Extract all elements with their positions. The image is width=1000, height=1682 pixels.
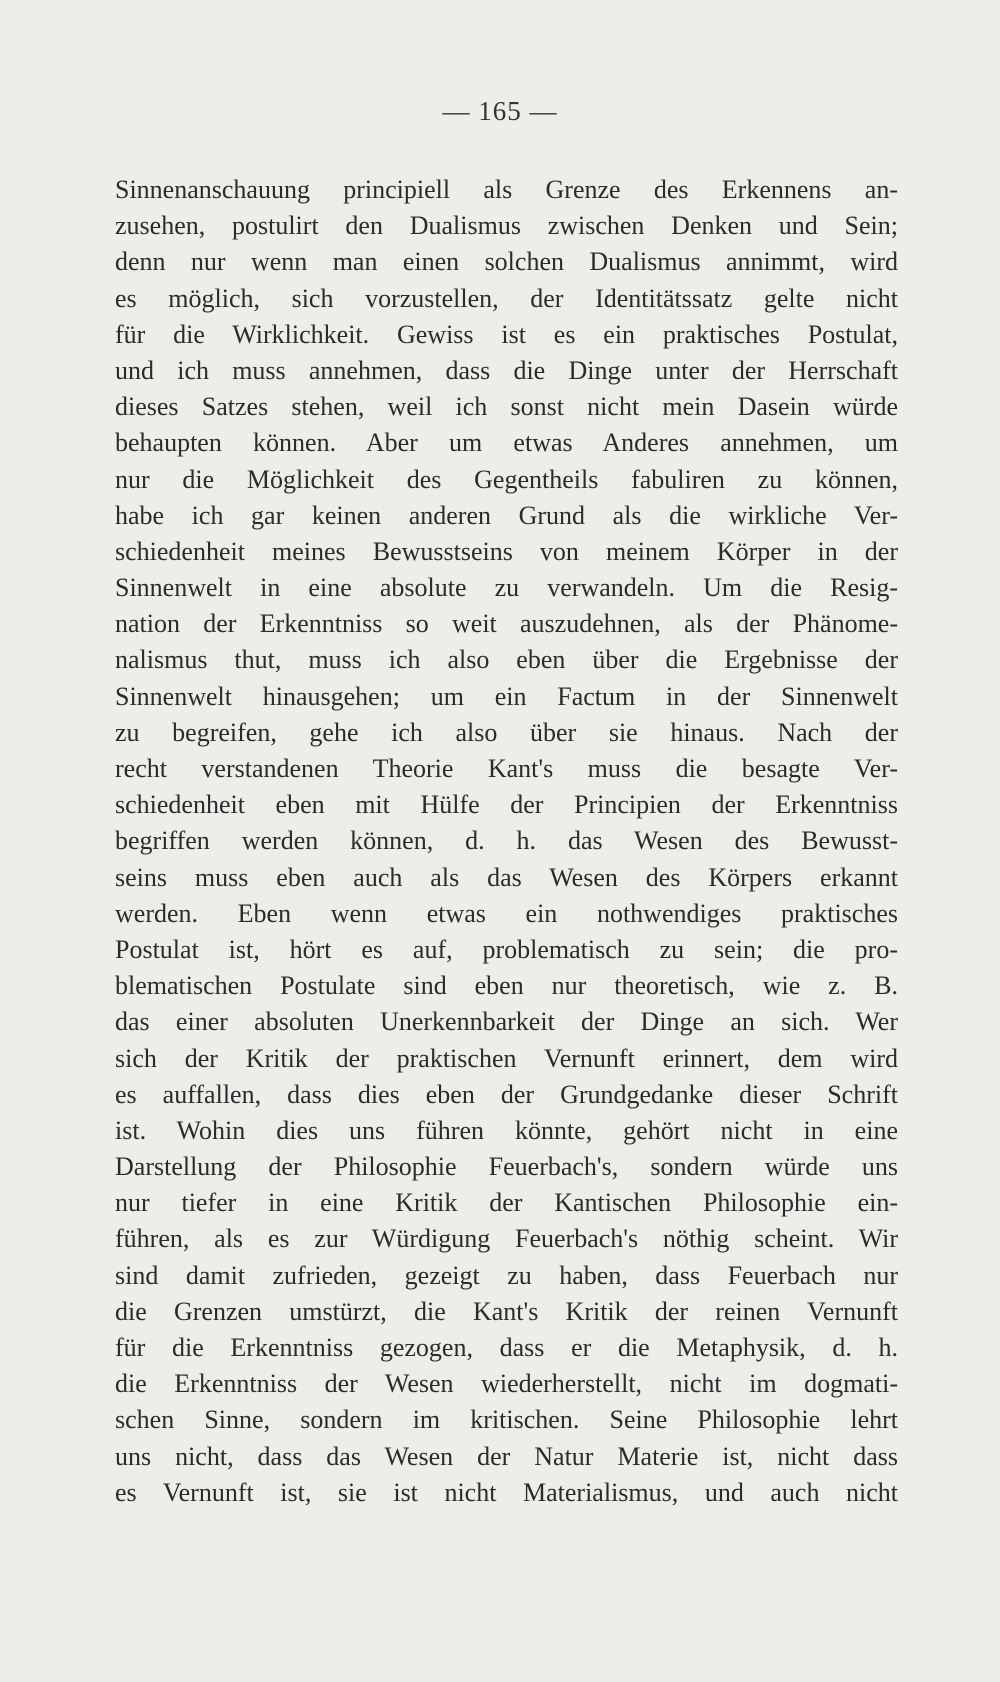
text-line: es auffallen, dass dies eben der Grundgedanke dieser Schrift bbox=[115, 1079, 898, 1109]
text-line: die Erkenntniss der Wesen wiederherstellt, nicht im dogmati- bbox=[115, 1369, 898, 1399]
text-line: nalismus thut, muss ich also eben über die Ergebnisse der bbox=[115, 645, 898, 675]
text-line: sich der Kritik der praktischen Vernunft erinnert, dem wird bbox=[115, 1043, 898, 1073]
text-line: schiedenheit eben mit Hülfe der Principien der Erkenntniss bbox=[115, 790, 898, 820]
text-line: schen Sinne, sondern im kritischen. Seine Philosophie lehrt bbox=[115, 1405, 898, 1435]
text-line: schiedenheit meines Bewusstseins von meinem Körper in der bbox=[115, 536, 898, 566]
text-line: seins muss eben auch als das Wesen des Körpers erkannt bbox=[115, 862, 898, 892]
text-line: für die Erkenntniss gezogen, dass er die Metaphysik, d. h. bbox=[115, 1333, 898, 1362]
text-line: das einer absoluten Unerkennbarkeit der Dinge an sich. Wer bbox=[115, 1007, 898, 1037]
text-line: sind damit zufrieden, gezeigt zu haben, dass Feuerbach nur bbox=[115, 1260, 898, 1290]
text-line: begriffen werden können, d. h. das Wesen des Bewusst- bbox=[115, 826, 898, 856]
text-line: es Vernunft ist, sie ist nicht Materialismus, und auch nicht bbox=[115, 1477, 898, 1507]
text-line: nur die Möglichkeit des Gegentheils fabuliren zu können, bbox=[115, 464, 898, 494]
text-line: nation der Erkenntniss so weit auszudehnen, als der Phänome- bbox=[115, 609, 898, 639]
body-text bbox=[115, 172, 898, 1511]
text-line: Darstellung der Philosophie Feuerbach's, sondern würde uns bbox=[115, 1152, 898, 1182]
text-line: es möglich, sich vorzustellen, der Identitätssatz gelte nicht bbox=[115, 283, 898, 313]
text-line: nur tiefer in eine Kritik der Kantischen Philosophie ein- bbox=[115, 1188, 898, 1218]
text-line: recht verstandenen Theorie Kant's muss die besagte Ver- bbox=[115, 754, 898, 783]
text-line: für die Wirklichkeit. Gewiss ist es ein praktisches Postulat, bbox=[115, 319, 898, 349]
text-line: uns nicht, dass das Wesen der Natur Materie ist, nicht dass bbox=[115, 1441, 898, 1471]
text-line: blematischen Postulate sind eben nur theoretisch, wie z. B. bbox=[115, 971, 898, 1001]
text-line: Sinnenanschauung principiell als Grenze des Erkennens an- bbox=[115, 175, 898, 204]
text-line: zu begreifen, gehe ich also über sie hinaus. Nach der bbox=[115, 717, 898, 747]
text-line: Sinnenwelt in eine absolute zu verwandeln. Um die Resig- bbox=[115, 573, 898, 603]
page-number: — 165 — bbox=[442, 96, 558, 126]
text-line: habe ich gar keinen anderen Grund als die wirkliche Ver- bbox=[115, 500, 898, 530]
text-line: Postulat ist, hört es auf, problematisch zu sein; die pro- bbox=[115, 934, 898, 964]
text-line: werden. Eben wenn etwas ein nothwendiges praktisches bbox=[115, 898, 898, 928]
text-line: behaupten können. Aber um etwas Anderes annehmen, um bbox=[115, 428, 898, 458]
text-line: zusehen, postulirt den Dualismus zwischen Denken und Sein; bbox=[115, 211, 898, 241]
text-line: ist. Wohin dies uns führen könnte, gehört nicht in eine bbox=[115, 1115, 898, 1145]
text-line: und ich muss annehmen, dass die Dinge unter der Herrschaft bbox=[115, 355, 898, 385]
text-line: denn nur wenn man einen solchen Dualismus annimmt, wird bbox=[115, 247, 898, 277]
text-line: dieses Satzes stehen, weil ich sonst nicht mein Dasein würde bbox=[115, 392, 898, 422]
text-line: führen, als es zur Würdigung Feuerbach's nöthig scheint. Wir bbox=[115, 1224, 898, 1254]
text-line: die Grenzen umstürzt, die Kant's Kritik der reinen Vernunft bbox=[115, 1296, 898, 1326]
text-line: Sinnenwelt hinausgehen; um ein Factum in der Sinnenwelt bbox=[115, 681, 898, 711]
